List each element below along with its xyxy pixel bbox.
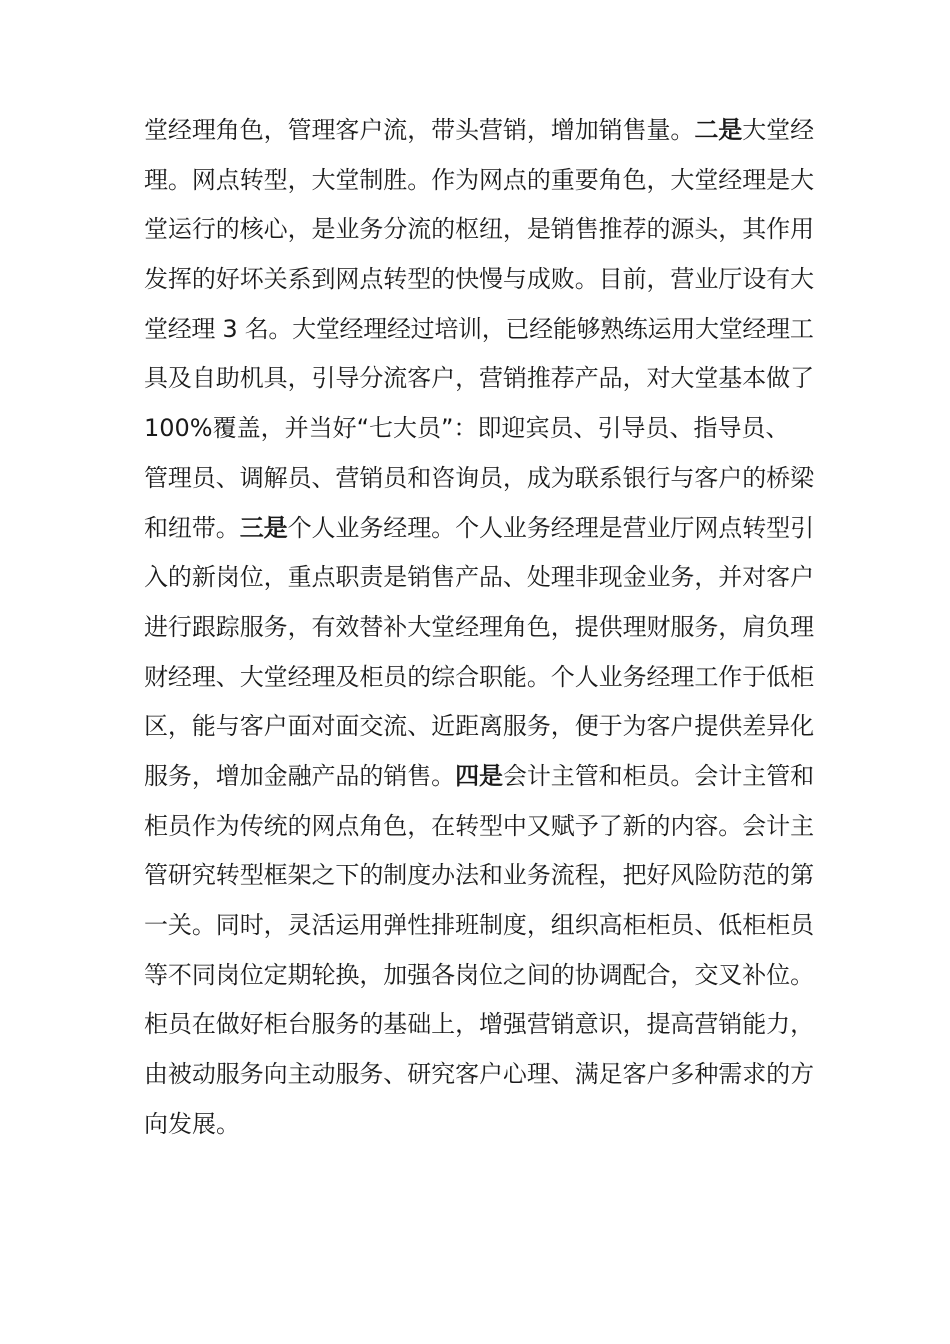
- text-segment: 服务，增加金融产品的销售。: [144, 761, 456, 790]
- bold-text-segment: 二是: [694, 116, 743, 144]
- text-segment: 堂运行的核心，是业务分流的枢纽，是销售推荐的源头，其作用: [144, 215, 814, 244]
- text-segment: 进行跟踪服务，有效替补大堂经理角色，提供理财服务，肩负理: [144, 612, 814, 641]
- text-line: [144, 1000, 814, 1050]
- text-segment: 100%覆盖，并当好“七大员”：即迎宾员、引导员、指导员、: [144, 414, 790, 443]
- text-segment: 会计主管和柜员。会计主管和: [502, 761, 815, 790]
- text-segment: 柜员在做好柜台服务的基础上，增强营销意识，提高营销能力，: [144, 1010, 814, 1039]
- text-line: [144, 454, 814, 504]
- text-segment: 入的新岗位，重点职责是销售产品、处理非现金业务，并对客户: [144, 563, 814, 592]
- text-line: [144, 851, 814, 901]
- text-segment: 等不同岗位定期轮换，加强各岗位之间的协调配合，交叉补位。: [144, 960, 814, 989]
- text-line: [144, 603, 814, 653]
- text-line: [144, 951, 814, 1001]
- text-segment: 具及自助机具，引导分流客户，营销推荐产品，对大堂基本做了: [144, 364, 814, 393]
- text-segment: 个人业务经理。个人业务经理是营业厅网点转型引: [287, 513, 815, 542]
- bold-text-segment: 四是: [455, 761, 503, 790]
- text-segment: 管理员、调解员、营销员和咨询员，成为联系银行与客户的桥梁: [144, 463, 814, 492]
- text-line: [144, 504, 814, 554]
- text-line: [144, 205, 814, 255]
- text-segment: 财经理、大堂经理及柜员的综合职能。个人业务经理工作于低柜: [144, 662, 814, 691]
- text-line: [144, 404, 814, 454]
- text-line: [144, 553, 814, 603]
- text-line: [144, 305, 814, 355]
- text-line: [144, 702, 814, 752]
- text-segment: 向发展。: [144, 1109, 240, 1138]
- text-line: [144, 255, 814, 305]
- text-segment: 堂经理 3 名。大堂经理经过培训，已经能够熟练运用大堂经理工: [144, 314, 814, 343]
- text-line: [144, 653, 814, 703]
- text-line: [144, 901, 814, 951]
- text-line: [144, 752, 814, 802]
- bold-text-segment: 三是: [239, 513, 288, 542]
- text-line: [144, 1100, 814, 1150]
- text-segment: 由被动服务向主动服务、研究客户心理、满足客户多种需求的方: [144, 1060, 814, 1089]
- text-segment: 大堂经: [742, 116, 815, 144]
- body-paragraph: [144, 106, 814, 1149]
- text-line: [144, 802, 814, 852]
- text-line: [144, 1050, 814, 1100]
- text-line: [144, 156, 814, 206]
- text-segment: 一关。同时，灵活运用弹性排班制度，组织高柜柜员、低柜柜员: [144, 911, 814, 939]
- text-segment: 柜员作为传统的网点角色，在转型中又赋予了新的内容。会计主: [144, 811, 814, 840]
- text-segment: 管研究转型框架之下的制度办法和业务流程，把好风险防范的第: [144, 861, 814, 890]
- text-line: [144, 106, 814, 156]
- text-segment: 区，能与客户面对面交流、近距离服务，便于为客户提供差异化: [144, 712, 814, 741]
- text-segment: 理。网点转型，大堂制胜。作为网点的重要角色，大堂经理是大: [144, 165, 814, 194]
- text-segment: 和纽带。: [144, 513, 240, 542]
- text-segment: 堂经理角色，管理客户流，带头营销，增加销售量。: [144, 116, 695, 144]
- text-segment: 发挥的好坏关系到网点转型的快慢与成败。目前，营业厅设有大: [144, 265, 814, 294]
- text-line: [144, 354, 814, 404]
